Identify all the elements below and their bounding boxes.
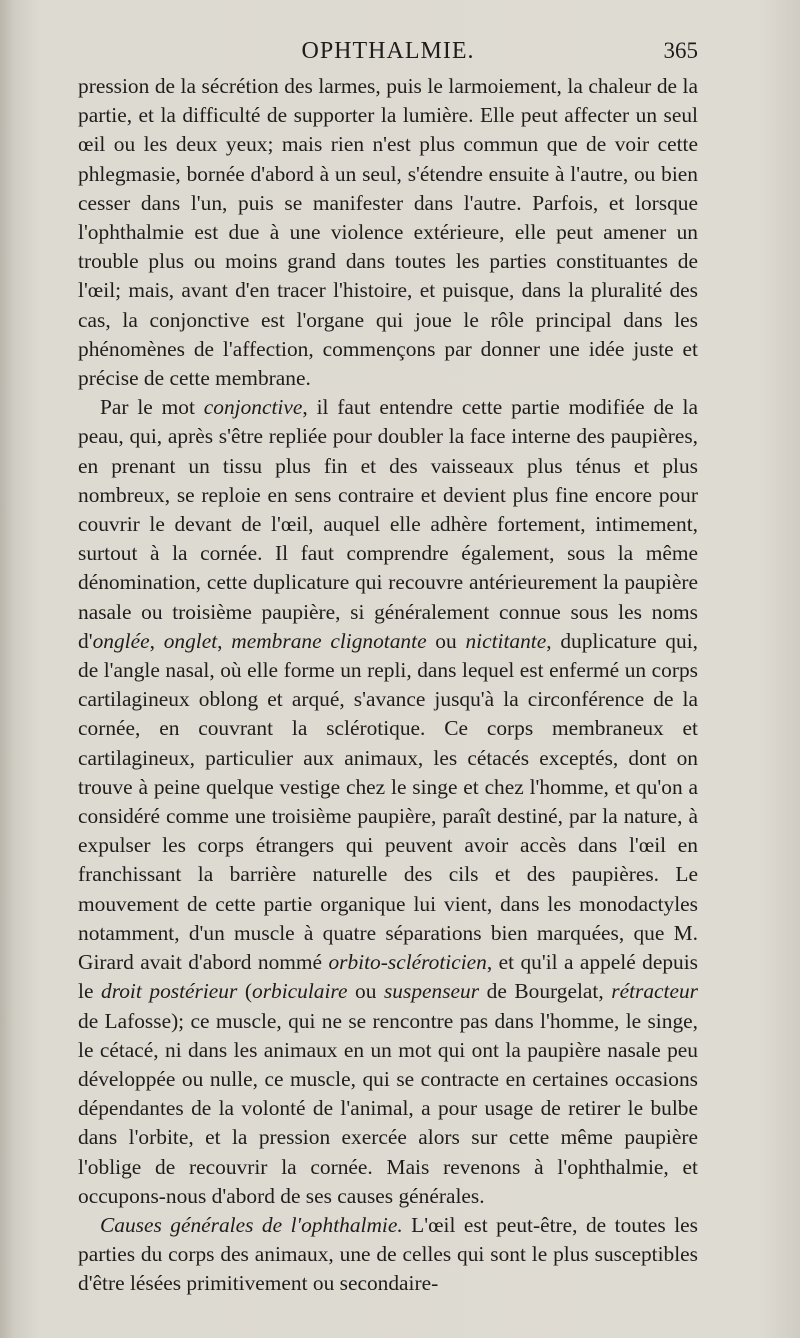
italic-term: rétracteur	[611, 979, 698, 1004]
text-run: , et qu'il a appelé depuis le	[78, 950, 698, 1004]
text-run: Par le mot	[100, 395, 204, 420]
paragraph-3	[78, 1211, 698, 1299]
page-header	[78, 38, 698, 72]
italic-term: orbito-scléroticien	[328, 950, 487, 975]
italic-term: onglet	[163, 628, 218, 653]
text-run: de Lafosse); ce muscle, qui ne se rencontre pas dans l'homme, le singe, le cétacé, ni dans les animaux en un mot qui ont la paupière nasale peu développée ou nulle, ce muscle, qui se contracte en certaines occasions dépendantes de la volonté de l'animal, a pour usage de retirer le bulbe dans l'orbite, et la pression exercée alors sur cette même paupière l'oblige de recouvrir la cornée. Mais revenons à l'ophthalmie, et occupons-nous d'abord de ses causes générales.	[78, 1008, 698, 1208]
italic-term: suspenseur	[383, 979, 480, 1004]
text-run: L'œil est peut-être, de toutes les parties du corps des animaux, une de celles qui sont le plus susceptibles d'être lésées primitivement ou secondaire-	[78, 1212, 698, 1296]
text-run: pression de la sécrétion des larmes, puis le larmoiement, la chaleur de la partie, et la difficulté de supporter la lumière. Elle peut affecter un seul œil ou les deux yeux; mais rien n'est plus commun que de voir cette phlegmasie, bornée d'abord à un seul, s'étendre ensuite à l'autre, ou bien cesser dans l'un, puis se manifester dans l'autre. Parfois, et lorsque l'ophthalmie est due à une violence extérieure, elle peut amener un trouble plus ou moins grand dans toutes les parties constituantes de l'œil; mais, avant d'en tracer l'histoire, et puisque, dans la pluralité des cas, la conjonctive est l'organe qui joue le rôle principal dans les phénomènes de l'affection, commençons par donner une idée juste et précise de cette membrane.	[78, 74, 698, 391]
text-run: ,	[217, 628, 232, 653]
body-text	[78, 72, 698, 1299]
paragraph-1	[78, 72, 698, 393]
text-run: ou	[347, 979, 384, 1004]
text-run: de Bourgelat,	[479, 979, 612, 1004]
paragraph-2	[78, 393, 698, 1211]
italic-term: nictitante	[465, 628, 547, 653]
italic-term: conjonctive	[203, 395, 303, 420]
italic-term: Causes générales de l'ophthalmie.	[100, 1212, 403, 1237]
italic-term: orbiculaire	[252, 979, 348, 1004]
text-run: ,	[149, 628, 164, 653]
page-number: 365	[663, 38, 698, 63]
text-run: , il faut entendre cette partie modifiée de la peau, qui, après s'être repliée pour doubler la face interne des paupières, en prenant un tissu plus fin et des vaisseaux plus ténus et plus nombreux, se reploie en sens contraire et devient plus fine encore pour couvrir le devant de l'œil, auquel elle adhère fortement, intimement, surtout à la cornée. Il faut comprendre également, sous la même dénomination, cette duplicature qui recouvre antérieurement la paupière nasale ou troisième paupière, si généralement connue sous les noms d'	[78, 395, 698, 653]
text-run: , duplicature qui, de l'angle nasal, où elle forme un repli, dans lequel est enfermé un corps cartilagineux oblong et arqué, s'avance jusqu'à la circonférence de la cornée, en couvrant la sclérotique. Ce corps membraneux et cartilagineux, particulier aux animaux, les cétacés exceptés, dont on trouve à peine quelque vestige chez le singe et chez l'homme, et qu'on a considéré comme une troisième paupière, paraît destiné, par la nature, à expulser les corps étrangers qui peuvent avoir accès dans l'œil en franchissant la barrière naturelle des cils et des paupières. Le mouvement de cette partie organique lui vient, dans les monodactyles notamment, d'un muscle à quatre séparations bien marquées, que M. Girard avait d'abord nommé	[78, 628, 698, 975]
running-title: OPHTHALMIE.	[301, 38, 475, 64]
italic-term: membrane clignotante	[231, 628, 427, 653]
italic-term: droit postérieur	[101, 979, 238, 1004]
text-run: ou	[426, 628, 466, 653]
italic-term: onglée	[92, 628, 150, 653]
text-run: (	[237, 979, 252, 1004]
